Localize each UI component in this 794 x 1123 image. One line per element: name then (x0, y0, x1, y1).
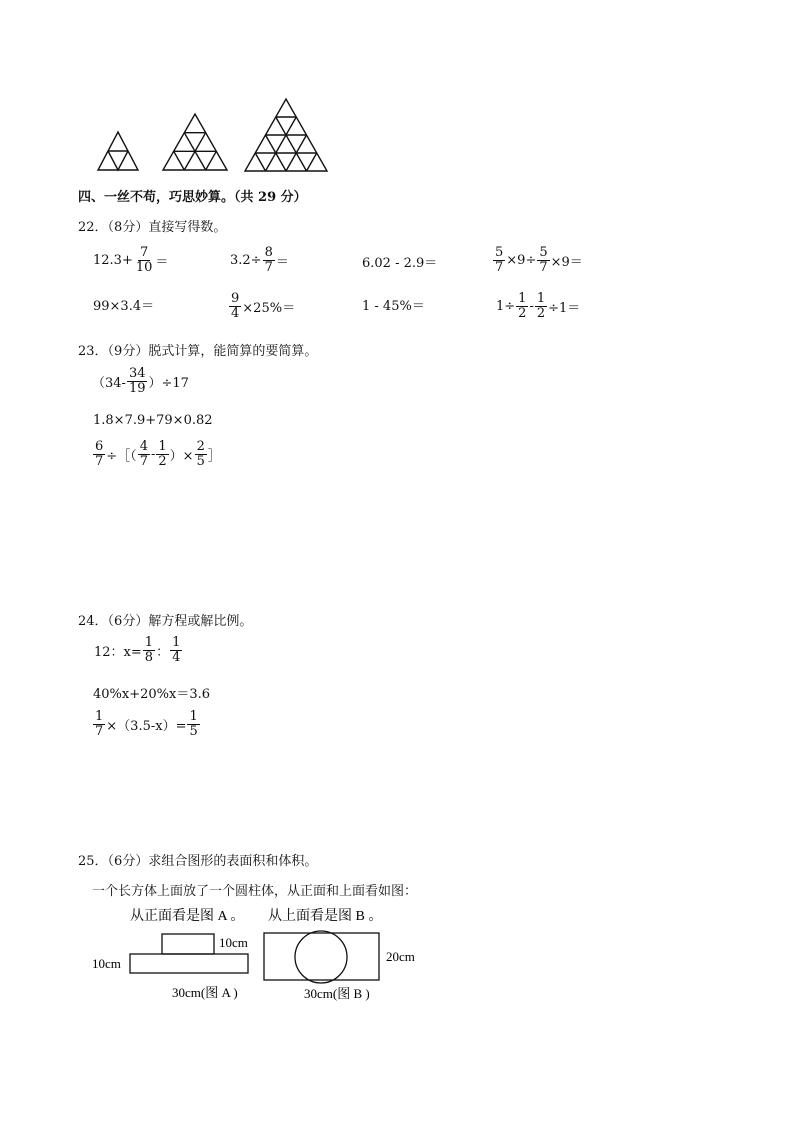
q23-expression-3: $\frac{6}{7}$ ÷［（ $\frac{4}{7}$ - $\frac{1}{2}$ ）× $\frac{2}{5}$ ］ (95, 439, 221, 469)
figure-a-cuboid-rect (130, 954, 248, 973)
figure-b-bottom-label: 30cm(图 B ) (304, 986, 370, 1001)
q22-title: 22．（8分）直接写得数。 (78, 220, 227, 235)
q25-title: 25．（6分）求组合图形的表面积和体积。 (78, 854, 318, 869)
q23-title: 23．（9分）脱式计算，能简算的要简算。 (78, 344, 318, 359)
figure-b-cylinder-circle (295, 931, 347, 983)
q22-item-6: $\frac{9}{4}$ ×25%＝ (231, 291, 296, 321)
figure-b-cuboid-rect (264, 933, 379, 980)
triangle-pattern-figure (90, 95, 335, 175)
q22-item-3: 6.02 - 2.9＝ (362, 256, 438, 271)
q22-item-7: 1 - 45%＝ (362, 299, 425, 314)
q24-expression-2: 40%x+20%x＝3.6 (93, 687, 211, 702)
q24-expression-1: 12：x= $\frac{1}{8}$ ： $\frac{1}{4}$ (94, 635, 181, 665)
q22-item-1: 12.3+ $\frac{7}{10}$ ＝ (93, 245, 169, 275)
triangle-size-3 (163, 114, 227, 170)
q24-expression-3: $\frac{1}{7}$ ×（3.5-x）= $\frac{1}{5}$ (95, 709, 198, 739)
q24-title: 24．（6分）解方程或解比例。 (78, 614, 253, 629)
figure-a-caption: 从正面看是图 A 。 (130, 909, 245, 924)
q22-item-4: $\frac{5}{7}$ ×9÷ $\frac{5}{7}$ ×9＝ (495, 245, 583, 275)
figure-a-top-label: 10cm (219, 935, 248, 950)
figure-a-bottom-label: 30cm(图 A ) (172, 985, 238, 1000)
section-4-heading: 四、一丝不苟，巧思妙算。（共 29 分） (78, 190, 307, 205)
triangle-size-4 (245, 99, 327, 171)
q22-item-2: 3.2÷ $\frac{8}{7}$ ＝ (230, 245, 289, 275)
figure-b-caption: 从上面看是图 B 。 (268, 909, 383, 924)
q25-description: 一个长方体上面放了一个圆柱体，从正面和上面看如图： (92, 884, 418, 899)
q22-item-8: 1÷ $\frac{1}{2}$ - $\frac{1}{2}$ ÷1＝ (496, 291, 581, 321)
q23-expression-1: （34- $\frac{34}{19}$ ）÷17 (92, 366, 189, 396)
combined-shape-figure (90, 900, 430, 1005)
figure-a-cylinder-rect (162, 934, 214, 954)
q23-expression-2: 1.8×7.9+79×0.82 (93, 413, 213, 428)
q22-item-5: 99×3.4＝ (93, 299, 155, 314)
triangle-size-2 (98, 132, 138, 170)
figure-a-left-label: 10cm (92, 956, 121, 971)
figure-b-right-label: 20cm (386, 949, 415, 964)
